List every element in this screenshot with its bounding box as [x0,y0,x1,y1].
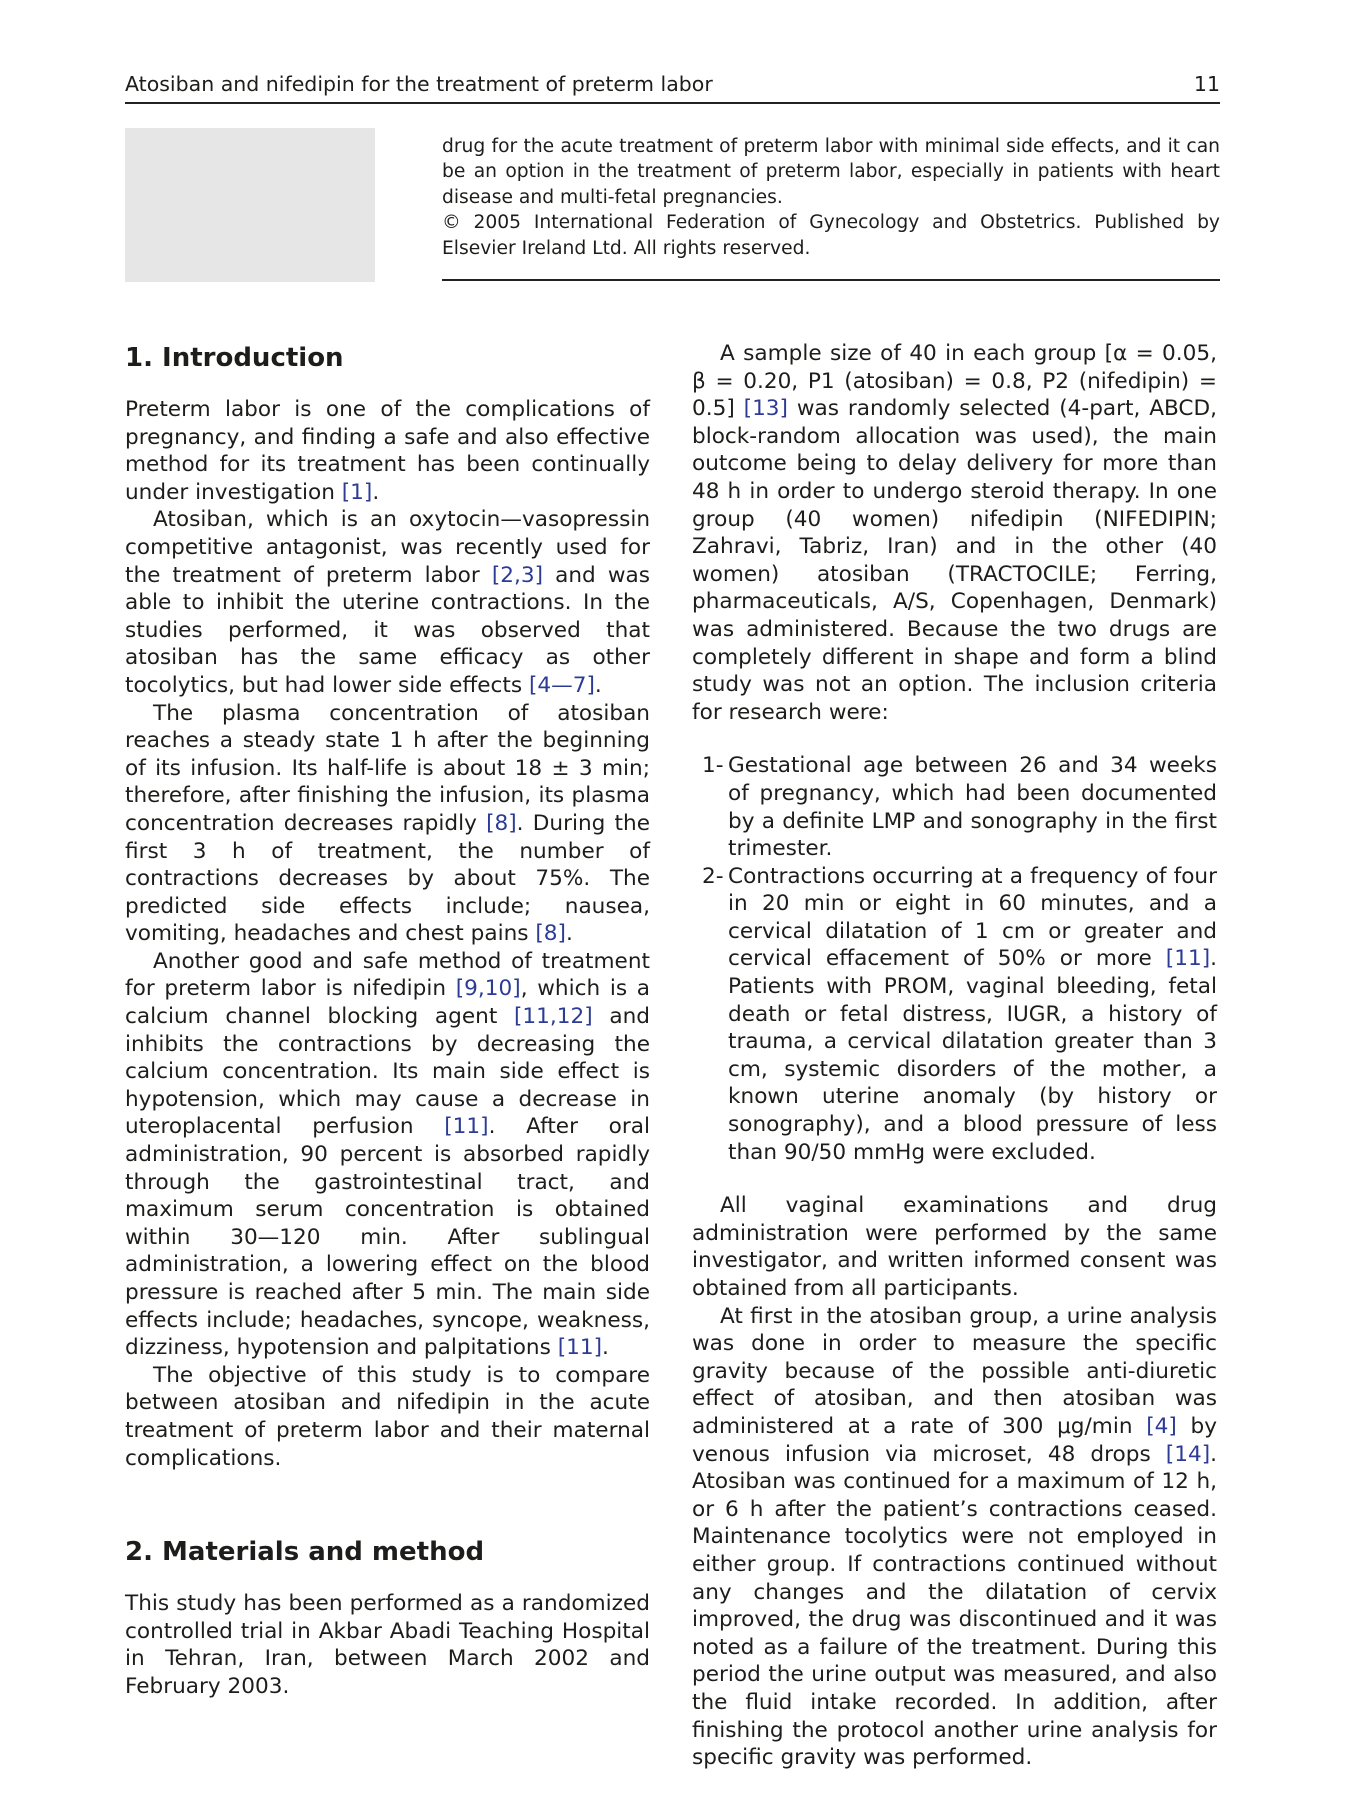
citation-link[interactable]: [9,10] [455,976,521,1002]
citation-link[interactable]: [1] [341,479,373,505]
text-run: At first in the atosiban group, a urine analysis was done in order to measure the specific gravity because of the possible anti-diuretic effect of atosiban, and then atosiban was administered at a rate of 300 μg/min [692,1303,1217,1439]
text-run: . [372,479,380,505]
abstract-sidebar-box [125,128,375,282]
citation-link[interactable]: [11,12] [514,1004,593,1030]
text-run: Atosiban, which is an oxytocin—vasopressin competitive antagonist, was recently used for the treatment of preterm labor [125,507,650,588]
text-run: Gestational age between 26 and 34 weeks of pregnancy, which had been documented by a definite LMP and sonography in the first trimester. [728,753,1217,862]
text-run: and was able to inhibit the uterine contractions. In the studies performed, it was observed that atosiban has the same efficacy as other tocolytics, but had lower side effects [125,562,651,698]
citation-link[interactable]: [13] [743,396,788,422]
text-run: Another good and safe method of treatment for preterm labor is nifedipin [125,948,650,1002]
citation-link[interactable]: [11] [444,1114,489,1140]
text-run: , which is a calcium channel blocking agent [125,976,650,1030]
text-run: . Patients with PROM, vaginal bleeding, fetal death or fetal distress, IUGR, a history of trauma, a cervical dilatation greater than 3 cm, systemic disorders of the mother, a known uterine anomaly (by history or sonography), and a blood pressure of less than 90/50 mmHg were excluded. [728,946,1217,1165]
abstract-divider [442,279,1220,281]
citation-link[interactable]: [14] [1165,1441,1211,1467]
left-column [125,340,650,1701]
citation-link[interactable]: [2,3] [491,562,544,588]
running-title: Atosiban and nifedipin for the treatment of preterm labor [125,72,713,96]
citation-link[interactable]: [11] [557,1335,603,1361]
inclusion-criteria-list [692,752,1217,1166]
text-run: and inhibits the contractions by decreasing the calcium concentration. Its main side effect is hypotension, which may cause a decrease in uteroplacental perfusion [125,1004,650,1140]
page-number: 11 [1193,72,1220,96]
list-number: 2- [702,863,724,889]
methods-paragraph-1: This study has been performed as a randomized controlled trial in Akbar Abadi Teaching Hospital in Tehran, Iran, between March 2002 and February 2003. [125,1591,650,1699]
text-run: Contractions occurring at a frequency of four in 20 min or eight in 60 minutes, and a cervical dilatation of 1 cm or greater and cervical effacement of 50% or more [728,863,1217,972]
methods-paragraph-3: All vaginal examinations and drug administration were performed by the same investigator, and written informed consent was obtained from all participants. [692,1193,1217,1301]
running-header [125,70,1220,104]
text-run: The plasma concentration of atosiban reaches a steady state 1 h after the beginning of its infusion. Its half-life is about 18 ± 3 min; therefore, after finishing the infusion, its plasma concentration decreases rapidly [125,700,650,836]
section-heading-introduction: 1. Introduction [125,343,344,373]
right-column [692,340,1217,1772]
text-run: . During the first 3 h of treatment, the number of contractions decreases by about 75%. The predicted side effects include; nausea, vomiting, headaches and chest pains [125,810,650,947]
methods-paragraph-4 [692,1303,1217,1772]
methods-paragraph-2 [692,340,1217,726]
copyright-notice: © 2005 International Federation of Gynecology and Obstetrics. Published by Elsevier Ireland Ltd. All rights reserved. [442,212,1220,259]
text-run: A sample size of 40 in each group [α = 0.05, β = 0.20, P1 (atosiban) = 0.8, P2 (nifedipin) = 0.5] [692,341,1217,422]
list-number: 1- [702,753,724,779]
text-run: . Atosiban was continued for a maximum of 12 h, or 6 h after the patient’s contractions ceased. Maintenance tocolytics were not employed in either group. If contractions continued without any changes and the dilatation of cervix improved, the drug was discontinued and it was noted as a failure of the treatment. During this period the urine output was measured, and also the fluid intake recorded. In addition, after finishing the protocol another urine analysis for specific gravity was performed. [692,1441,1217,1771]
text-run: . After oral administration, 90 percent is absorbed rapidly through the gastrointestinal tract, and maximum serum concentration is obtained within 30—120 min. After sublingual administration, a lowering effect on the blood pressure is reached after 5 min. The main side effects include; headaches, syncope, weakness, dizziness, hypotension and palpitations [125,1114,650,1361]
list-item [692,752,1217,862]
list-item [692,863,1217,1167]
abstract-text: drug for the acute treatment of preterm labor with minimal side effects, and it can be an option in the treatment of preterm labor, especially in patients with heart disease and multi-fetal pregnancies. [442,136,1220,208]
intro-paragraph-1 [125,396,650,506]
citation-link[interactable]: [8] [535,921,566,947]
text-run: by venous infusion via microset, 48 drops [692,1413,1217,1467]
abstract-continuation [442,134,1220,261]
citation-link[interactable]: [8] [486,810,517,836]
citation-link[interactable]: [4—7] [528,672,595,698]
intro-paragraph-3 [125,700,650,948]
intro-paragraph-2 [125,506,650,699]
intro-paragraph-4 [125,948,650,1362]
text-run: . [594,672,602,698]
intro-paragraph-5: The objective of this study is to compare between atosiban and nifedipin in the acute treatment of preterm labor and their maternal complications. [125,1362,650,1471]
citation-link[interactable]: [4] [1146,1413,1177,1439]
text-run: was randomly selected (4-part, ABCD, block-random allocation was used), the main outcome being to delay delivery for more than 48 h in order to undergo steroid therapy. In one group (40 women) nifedipin (NIFEDIPIN; Zahravi, Tabriz, Iran) and in the other (40 women) atosiban (TRACTOCILE; Ferring, pharmaceuticals, A/S, Copenhagen, Denmark) was administered. Because the two drugs are completely different in shape and form a blind study was not an option. The inclusion criteria for research were: [692,396,1217,725]
text-run: . [565,921,573,947]
text-run: . [602,1335,609,1361]
text-run: Preterm labor is one of the complications of pregnancy, and finding a safe and also effective method for its treatment has been continually under investigation [125,397,650,505]
citation-link[interactable]: [11] [1165,946,1211,972]
section-heading-methods: 2. Materials and method [125,1537,485,1568]
